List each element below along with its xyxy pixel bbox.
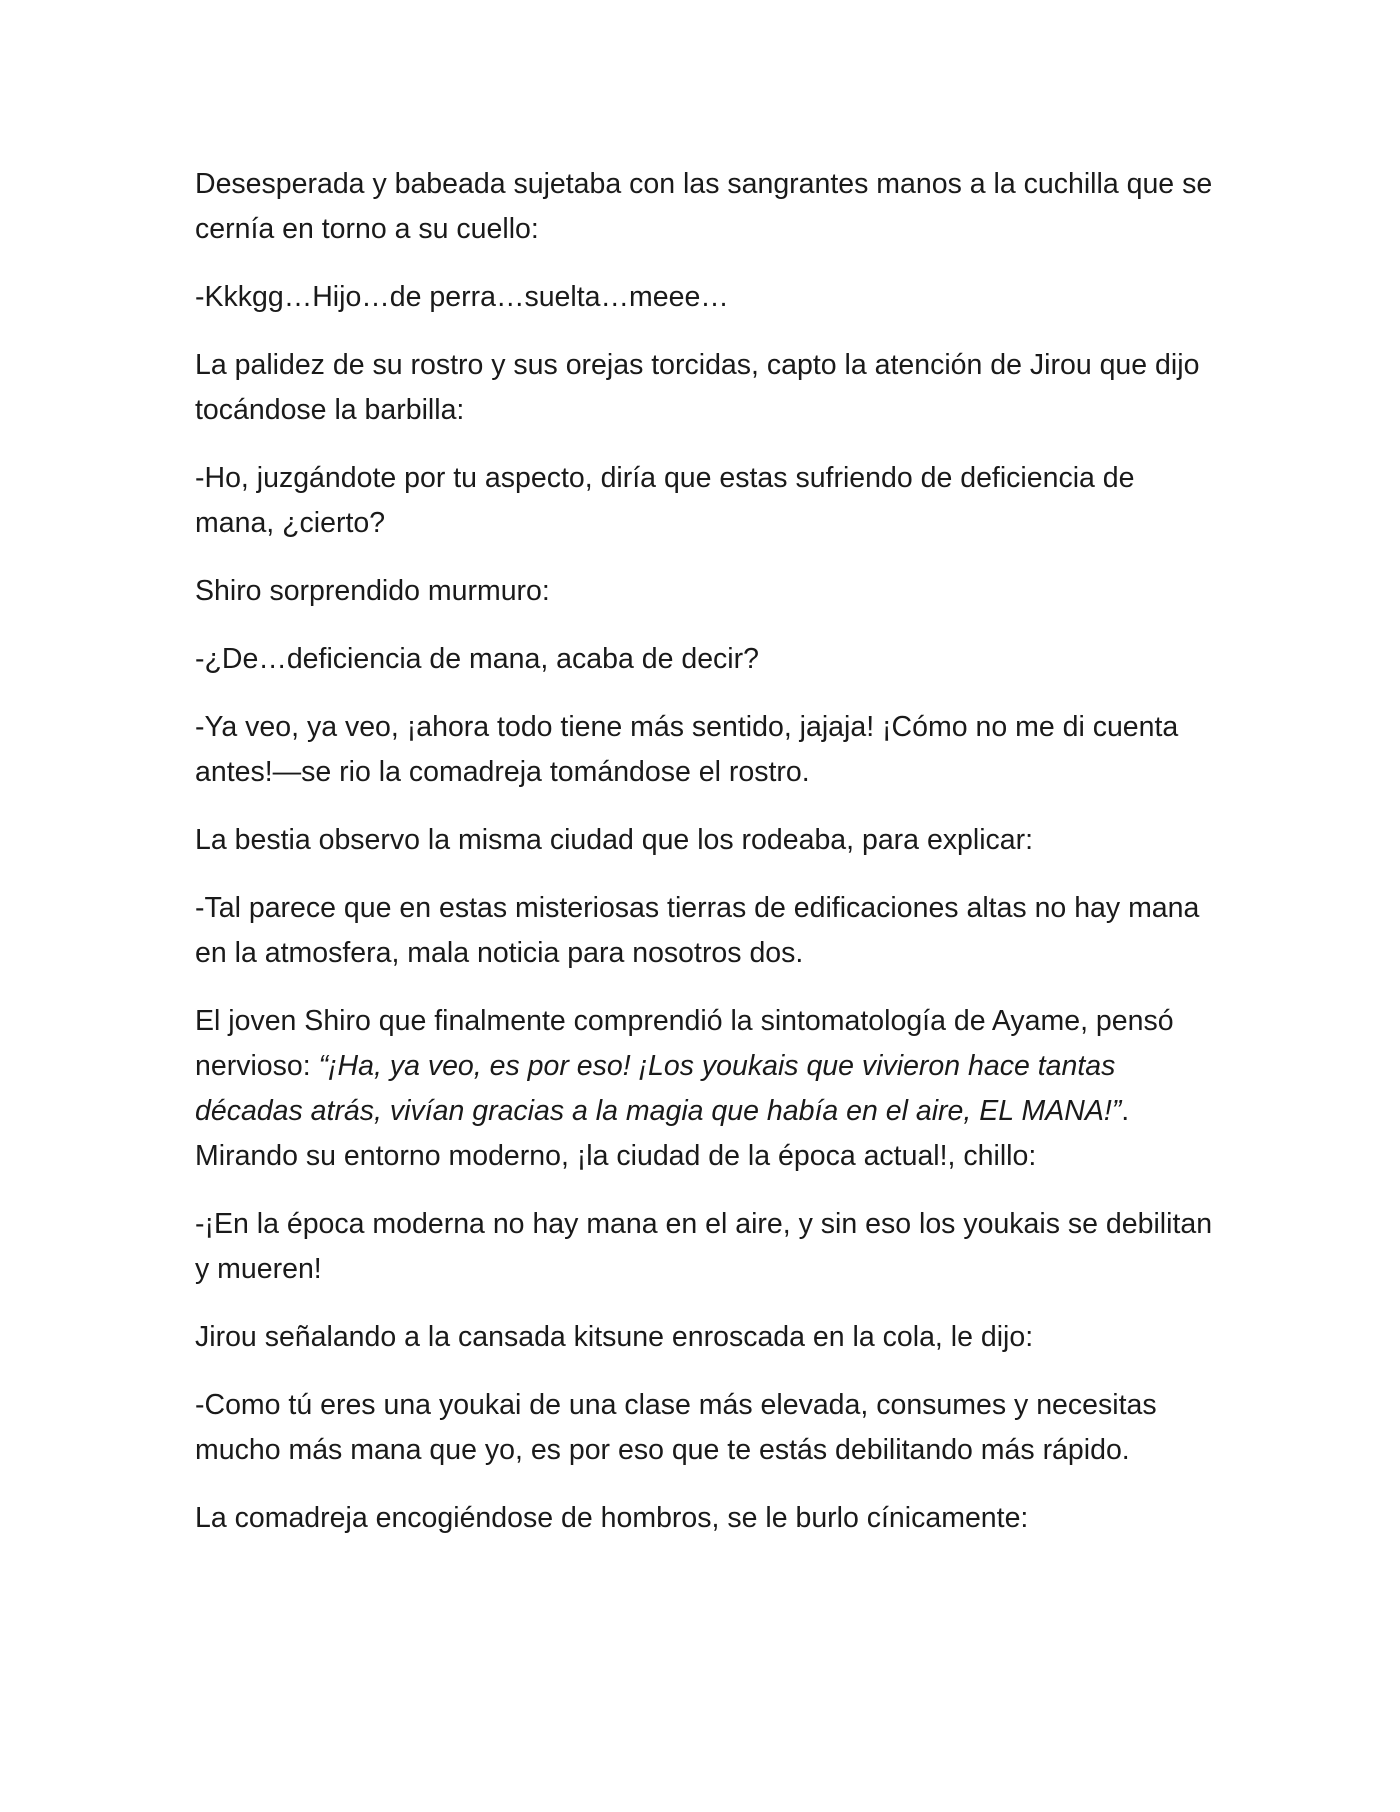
paragraph: -¡En la época moderna no hay mana en el aire, y sin eso los youkais se debilitan y mueren!	[195, 1208, 1213, 1285]
paragraph: La palidez de su rostro y sus orejas torcidas, capto la atención de Jirou que dijo tocándose la barbilla:	[195, 349, 1200, 426]
paragraph-with-italic-thought	[195, 999, 1215, 1179]
document-body	[195, 162, 1215, 1564]
paragraph: -Como tú eres una youkai de una clase más elevada, consumes y necesitas mucho más mana que yo, es por eso que te estás debilitando más rápido.	[195, 1389, 1157, 1466]
paragraph: -¿De…deficiencia de mana, acaba de decir?	[195, 643, 759, 675]
paragraph: -Ya veo, ya veo, ¡ahora todo tiene más sentido, jajaja! ¡Cómo no me di cuenta antes!—se rio la comadreja tomándose el rostro.	[195, 711, 1179, 788]
paragraph: La bestia observo la misma ciudad que los rodeaba, para explicar:	[195, 824, 1034, 856]
paragraph: -Ho, juzgándote por tu aspecto, diría que estas sufriendo de deficiencia de mana, ¿cierto?	[195, 462, 1135, 539]
paragraph: Shiro sorprendido murmuro:	[195, 575, 550, 607]
paragraph: -Kkkgg…Hijo…de perra…suelta…meee…	[195, 281, 729, 313]
paragraph: Jirou señalando a la cansada kitsune enroscada en la cola, le dijo:	[195, 1321, 1034, 1353]
paragraph: -Tal parece que en estas misteriosas tierras de edificaciones altas no hay mana en la atmosfera, mala noticia para nosotros dos.	[195, 892, 1200, 969]
paragraph-lead-text: El joven Shiro que finalmente comprendió la sintomatología de Ayame, pensó nervioso:	[195, 1005, 1174, 1082]
italic-thought-text: “¡Ha, ya veo, es por eso! ¡Los youkais que vivieron hace tantas décadas atrás, vivían gracias a la magia que había en el aire, EL MANA!”	[195, 1050, 1122, 1127]
paragraph: La comadreja encogiéndose de hombros, se le burlo cínicamente:	[195, 1502, 1029, 1534]
paragraph: Desesperada y babeada sujetaba con las sangrantes manos a la cuchilla que se cernía en torno a su cuello:	[195, 168, 1213, 245]
paragraph-tail-text: . Mirando su entorno moderno, ¡la ciudad de la época actual!, chillo:	[195, 1095, 1130, 1172]
